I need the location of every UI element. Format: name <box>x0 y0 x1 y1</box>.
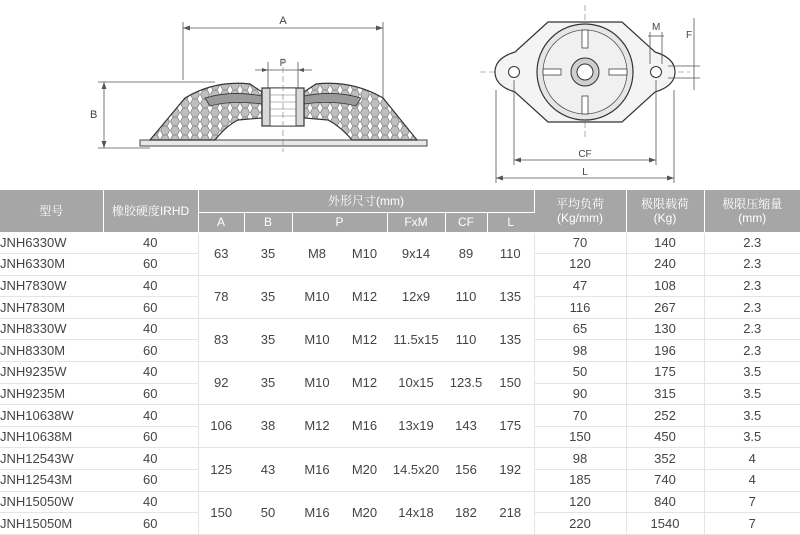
limit-load-cell: 267 <box>626 297 704 319</box>
load-cell: 116 <box>534 297 626 319</box>
header-b: B <box>244 212 292 232</box>
dim-cf-cell: 156 <box>445 448 487 491</box>
dim-p1-cell: M10 <box>292 318 342 361</box>
dim-f-label: F <box>686 30 692 41</box>
dim-cf-label: CF <box>578 149 591 160</box>
model-cell: JNH12543M <box>0 470 103 492</box>
spec-table <box>0 190 800 535</box>
header-limit-comp-line2: (mm) <box>705 211 800 225</box>
hardness-cell: 40 <box>103 405 198 427</box>
header-limit-comp-line1: 极限压缩量 <box>705 197 800 211</box>
load-cell: 120 <box>534 254 626 276</box>
limit-load-cell: 240 <box>626 254 704 276</box>
hardness-cell: 60 <box>103 470 198 492</box>
compression-cell: 2.3 <box>704 232 800 254</box>
limit-load-cell: 1540 <box>626 513 704 535</box>
dim-b-cell: 35 <box>244 232 292 275</box>
compression-cell: 3.5 <box>704 405 800 427</box>
model-cell: JNH7830W <box>0 275 103 297</box>
header-dimensions: 外形尺寸(mm) <box>198 190 534 212</box>
header-model: 型号 <box>0 190 103 232</box>
dim-b-cell: 50 <box>244 491 292 534</box>
compression-cell: 2.3 <box>704 340 800 362</box>
load-cell: 65 <box>534 318 626 340</box>
header-l: L <box>487 212 534 232</box>
dim-b-cell: 38 <box>244 405 292 448</box>
dim-a-cell: 83 <box>198 318 244 361</box>
hardness-cell: 60 <box>103 513 198 535</box>
dim-p1-cell: M12 <box>292 405 342 448</box>
limit-load-cell: 450 <box>626 426 704 448</box>
dim-cf-cell: 89 <box>445 232 487 275</box>
dim-fxm-cell: 14.5x20 <box>387 448 445 491</box>
dim-a-cell: 125 <box>198 448 244 491</box>
dim-l-cell: 135 <box>487 275 534 318</box>
dim-b-label: B <box>90 109 97 121</box>
model-cell: JNH10638M <box>0 426 103 448</box>
limit-load-cell: 352 <box>626 448 704 470</box>
dim-p2-cell: M20 <box>342 491 387 534</box>
dim-fxm-cell: 11.5x15 <box>387 318 445 361</box>
compression-cell: 2.3 <box>704 318 800 340</box>
load-cell: 185 <box>534 470 626 492</box>
limit-load-cell: 140 <box>626 232 704 254</box>
dim-a-cell: 78 <box>198 275 244 318</box>
dim-p-label: P <box>280 58 287 69</box>
header-a: A <box>198 212 244 232</box>
spec-table-body <box>0 232 800 534</box>
compression-cell: 3.5 <box>704 383 800 405</box>
model-cell: JNH15050M <box>0 513 103 535</box>
table-row <box>0 318 800 340</box>
limit-load-cell: 175 <box>626 362 704 384</box>
hardness-cell: 60 <box>103 297 198 319</box>
model-cell: JNH7830M <box>0 297 103 319</box>
limit-load-cell: 840 <box>626 491 704 513</box>
compression-cell: 3.5 <box>704 362 800 384</box>
load-cell: 70 <box>534 405 626 427</box>
dim-p1-cell: M16 <box>292 448 342 491</box>
dim-p2-cell: M12 <box>342 275 387 318</box>
header-limit-compression <box>704 190 800 232</box>
compression-cell: 7 <box>704 491 800 513</box>
header-cf: CF <box>445 212 487 232</box>
compression-cell: 7 <box>704 513 800 535</box>
dim-p1-cell: M10 <box>292 275 342 318</box>
dim-p1-cell: M8 <box>292 232 342 275</box>
dim-cf-cell: 143 <box>445 405 487 448</box>
hardness-cell: 40 <box>103 232 198 254</box>
dim-p2-cell: M20 <box>342 448 387 491</box>
dim-p1-cell: M16 <box>292 491 342 534</box>
dim-fxm-cell: 9x14 <box>387 232 445 275</box>
dim-m-label: M <box>652 22 660 33</box>
table-row <box>0 448 800 470</box>
header-hardness: 橡胶硬度IRHD <box>103 190 198 232</box>
hardness-cell: 40 <box>103 362 198 384</box>
hardness-cell: 60 <box>103 254 198 276</box>
header-load-line2: (Kg/mm) <box>535 211 626 225</box>
hardness-cell: 60 <box>103 340 198 362</box>
dim-fxm-cell: 12x9 <box>387 275 445 318</box>
table-row <box>0 232 800 254</box>
table-row <box>0 275 800 297</box>
model-cell: JNH8330W <box>0 318 103 340</box>
dim-a-cell: 150 <box>198 491 244 534</box>
header-limit-load-line2: (Kg) <box>627 211 704 225</box>
dim-fxm-cell: 13x19 <box>387 405 445 448</box>
dim-cf-cell: 110 <box>445 275 487 318</box>
compression-cell: 2.3 <box>704 275 800 297</box>
dim-cf-cell: 123.5 <box>445 362 487 405</box>
load-cell: 50 <box>534 362 626 384</box>
load-cell: 150 <box>534 426 626 448</box>
dim-fxm-cell: 14x18 <box>387 491 445 534</box>
load-cell: 90 <box>534 383 626 405</box>
model-cell: JNH12543W <box>0 448 103 470</box>
limit-load-cell: 740 <box>626 470 704 492</box>
load-cell: 98 <box>534 448 626 470</box>
limit-load-cell: 196 <box>626 340 704 362</box>
dim-b-cell: 43 <box>244 448 292 491</box>
limit-load-cell: 315 <box>626 383 704 405</box>
compression-cell: 3.5 <box>704 426 800 448</box>
technical-drawings <box>0 0 800 190</box>
dim-b-cell: 35 <box>244 318 292 361</box>
header-limit-load-line1: 极限载荷 <box>627 197 704 211</box>
header-load-line1: 平均负荷 <box>535 197 626 211</box>
dim-l-cell: 150 <box>487 362 534 405</box>
compression-cell: 2.3 <box>704 254 800 276</box>
model-cell: JNH6330W <box>0 232 103 254</box>
model-cell: JNH10638W <box>0 405 103 427</box>
header-limit-load <box>626 190 704 232</box>
dim-a-label: A <box>279 15 287 27</box>
hardness-cell: 40 <box>103 275 198 297</box>
model-cell: JNH9235M <box>0 383 103 405</box>
dim-p1-cell: M10 <box>292 362 342 405</box>
dim-p2-cell: M12 <box>342 362 387 405</box>
dim-l-cell: 218 <box>487 491 534 534</box>
model-cell: JNH9235W <box>0 362 103 384</box>
dim-l-cell: 175 <box>487 405 534 448</box>
dim-l-cell: 192 <box>487 448 534 491</box>
dim-a-cell: 92 <box>198 362 244 405</box>
model-cell: JNH15050W <box>0 491 103 513</box>
hardness-cell: 60 <box>103 383 198 405</box>
compression-cell: 2.3 <box>704 297 800 319</box>
hardness-cell: 40 <box>103 448 198 470</box>
compression-cell: 4 <box>704 448 800 470</box>
model-cell: JNH6330M <box>0 254 103 276</box>
model-cell: JNH8330M <box>0 340 103 362</box>
dim-l-cell: 110 <box>487 232 534 275</box>
side-section-view <box>90 15 427 152</box>
load-cell: 220 <box>534 513 626 535</box>
dim-b-cell: 35 <box>244 362 292 405</box>
top-view <box>480 5 700 183</box>
header-p: P <box>292 212 387 232</box>
limit-load-cell: 252 <box>626 405 704 427</box>
compression-cell: 4 <box>704 470 800 492</box>
hardness-cell: 40 <box>103 491 198 513</box>
dim-cf-cell: 110 <box>445 318 487 361</box>
dim-fxm-cell: 10x15 <box>387 362 445 405</box>
header-fxm: FxM <box>387 212 445 232</box>
dim-l-cell: 135 <box>487 318 534 361</box>
table-row <box>0 405 800 427</box>
header-load <box>534 190 626 232</box>
dim-p2-cell: M10 <box>342 232 387 275</box>
load-cell: 98 <box>534 340 626 362</box>
limit-load-cell: 130 <box>626 318 704 340</box>
dim-cf-cell: 182 <box>445 491 487 534</box>
limit-load-cell: 108 <box>626 275 704 297</box>
load-cell: 120 <box>534 491 626 513</box>
dim-a-cell: 63 <box>198 232 244 275</box>
hardness-cell: 40 <box>103 318 198 340</box>
dim-b-cell: 35 <box>244 275 292 318</box>
load-cell: 70 <box>534 232 626 254</box>
table-row <box>0 491 800 513</box>
dim-p2-cell: M12 <box>342 318 387 361</box>
load-cell: 47 <box>534 275 626 297</box>
hardness-cell: 60 <box>103 426 198 448</box>
dim-l-label: L <box>582 167 588 178</box>
table-row <box>0 362 800 384</box>
dim-p2-cell: M16 <box>342 405 387 448</box>
dim-a-cell: 106 <box>198 405 244 448</box>
